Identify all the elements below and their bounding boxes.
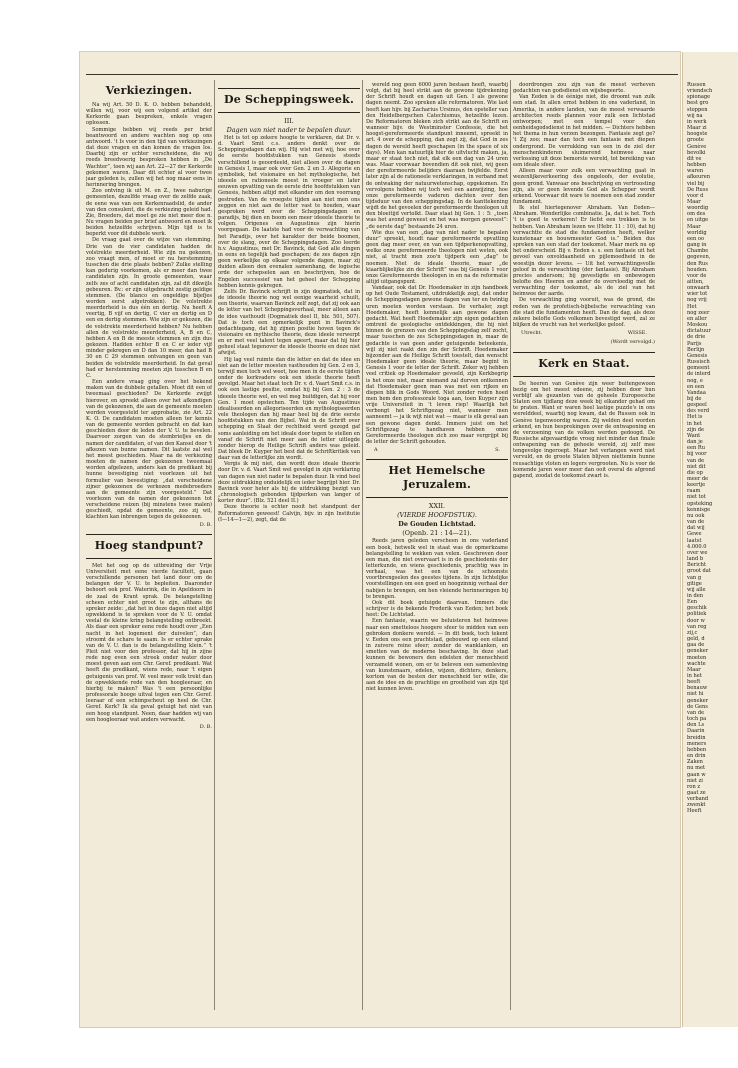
adjacent-line: bevolki bbox=[687, 149, 706, 156]
paragraph: Ik stel hiertegenover Abraham. Van Eeden—Abraham. Wonderlijke combinatie. Ja, dat is het. Toch 't is goed te verkeren! Er liefst een trekken is te hebben. Van Abraham lezen we (Hebr. 11 : 10), dat hij verwachtte de stad die fundamenten heeft, welker kunstenaar en bouwmeester God is.” Beiden dus spreken van een stad der toekomst. Maar merk nu op het onderscheid. Bij v. Eeden s. s. een fantasie uit het gevoel van onvoldaanheid en pijlemoedheid in de woestijn dezer levens. — Uit het verwachtingsvolle geloof in de verwachting (der fantasie). Bij Abraham precies andersom; bij gevestigde en onbewogen belofte des Heeren en ander de overvloedig met de verwachting der toekomst, als de ziel van het heimwee der aarde. bbox=[513, 205, 655, 298]
signature-left: A bbox=[374, 447, 378, 454]
article-title: Kerk en Staat. bbox=[538, 356, 630, 370]
article-title-wrap bbox=[86, 84, 212, 98]
column-divider bbox=[510, 80, 511, 1010]
adjacent-line: geneker bbox=[687, 648, 709, 655]
adjacent-line: Want bbox=[687, 432, 701, 439]
paragraph: Zoo ontving ik uit M. en Z., twee naburige gemeenten, dezelfde vraag over de zelfde zaak, de eene was van een Kerkenraadslid, de ander van den consulent, die de verkiezing geleid had. Zie, Broeders, dat moet ge zie niet meer doe n. Nu vragen beiden per brief antwoord en moet ik beiden hetzelfde schrijven. Mijn tijd is te beperkt voor dit dubbele werk. bbox=[86, 188, 212, 238]
adjacent-line: groot dat bbox=[687, 568, 711, 575]
adjacent-line: Zaken bbox=[687, 759, 703, 766]
adjacent-line: een oo bbox=[687, 235, 705, 242]
paragraph: De verwachting ging vooruit, was de grond, die reden van de profetisch-bijbelsche verwachting van die stad die fundamenten heeft. Dan de dag, als deze zekere belofte Gods volkomen bevestigd werd, zal ze blijken de vrucht van het werkelijke geloof. bbox=[513, 297, 655, 329]
article-title: Hoeg standpunt? bbox=[94, 538, 204, 552]
adjacent-line: stoppen bbox=[687, 106, 708, 113]
adjacent-line: geschik bbox=[687, 605, 707, 612]
adjacent-line: in het bbox=[687, 420, 702, 427]
adjacent-line: dan je bbox=[687, 439, 703, 446]
adjacent-page-edge bbox=[682, 52, 738, 1027]
adjacent-line: van reg bbox=[687, 623, 707, 630]
signature-row bbox=[513, 330, 655, 336]
adjacent-line: benauw bbox=[687, 685, 708, 692]
adjacent-line: dictatuur bbox=[687, 328, 711, 335]
paragraph: Het is tot op zekere hoogte te verklaren, dat Dr. v. d. Vaart Smit c.s. anders denkt over de Scheppingsdagen dan wij. Hij wist met wij, hoe over de eerste hoofdstukken van Genesis steeds verschillend is geoordeeld, niet alleen over de dagen in Genesis I, maar ook over Gen. 2 en 3. Allegorie en symboliek, het visionaire en het mythologische, het ideeele en rationeele moest in vroeger en later eeuwen opvatting van de eerste drie hoofdstukken van Genesis, hebben altijd met elkander om den voorrang gestreden. Van de vroegste tijden aan niet men ons zeggen en niet aan de letter vast te houden, waar gesproken werd over de Scheppingsdagen en paradijs, bij dien en boom een meer ideeele theorie te volgen. Origenes en Augustinus zijn hierin voorgegaan. De laatste had voor de verwachting van het Paradijs, over het karakter der beide boomen, over de slang, over de Scheppingsdagen. Zoo leerde h.v. Augustinus, met Dr. Bavinck, dat God alle dingen in eens en tegelijk had geschapen; de zes dagen zijn geen werkelijke op elkaar volgende dagen, maar zij duiden alleen den evenalen samenhang, de logische orde der schepselen aan en beschrijven, hoe de Engelen successief van het geheel der Schepping hebben kennis gekregen. bbox=[218, 135, 360, 289]
adjacent-line: en een bbox=[687, 383, 705, 390]
adjacent-line: Genesis bbox=[687, 352, 708, 359]
adjacent-line: spionage bbox=[687, 94, 711, 101]
adjacent-line: Maar bbox=[687, 198, 701, 205]
adjacent-line: gemeent bbox=[687, 365, 710, 372]
adjacent-line: De Russ bbox=[687, 186, 709, 193]
adjacent-line: opsteking bbox=[687, 500, 713, 507]
adjacent-line: ron z bbox=[687, 783, 701, 790]
adjacent-line: de drie bbox=[687, 334, 706, 341]
adjacent-line: Genève bbox=[687, 143, 707, 150]
adjacent-line: kennisge bbox=[687, 506, 711, 513]
adjacent-line: niet tot bbox=[687, 494, 706, 501]
adjacent-line: aitten, bbox=[687, 279, 704, 285]
adjacent-line: zijn de bbox=[687, 426, 705, 433]
adjacent-line: zij,c bbox=[687, 629, 698, 636]
column-divider bbox=[214, 80, 215, 1010]
article-body bbox=[86, 563, 212, 723]
adjacent-line: land b bbox=[687, 556, 704, 563]
adjacent-line: een Ru bbox=[687, 445, 706, 452]
adjacent-line: 4.000.0 bbox=[687, 543, 707, 550]
adjacent-line: Het is bbox=[687, 414, 703, 421]
adjacent-line: nog zeer bbox=[687, 309, 710, 316]
adjacent-line: nu ook bbox=[687, 512, 705, 519]
article-subtitle: De Gouden Lichtstad. bbox=[398, 520, 476, 529]
adjacent-line: houden. bbox=[687, 266, 708, 273]
paragraph: Deze theorie is echter nooit het standpunt der Reformatoren geweest! Calvijn, bijv. in zijn Institutie (I—14—1—2), zegt, dat de bbox=[218, 504, 360, 523]
article bbox=[218, 88, 360, 523]
adjacent-line: en drin bbox=[687, 753, 706, 760]
article-body bbox=[513, 82, 655, 328]
adjacent-line: gaan w bbox=[687, 771, 706, 778]
paragraph: Vandaar, ook dat Dr. Hoedemaker in zijn handboek op het Oude Testament, uitdrukkelijk zegt, dat onder de Scheppingsdagen gewone dagen van ter en twintig uren moeten worden verstaan. De verhaler, zegt Hoedemaker, heeft kennelijk aan gewone dagen gedacht. Wat heeft Hoedemaker zijn eigen gedachten omtrent de geologische ontdekkingen, die hij niet binnen de grenzen van den Scheppingsdag zelf zocht, maar tusschen de zes Scheppingsdagen in, maar de gedachte is van geen ander getuigende beteekenis, wijl zij niet raakt den zin der Schrift. Hoedemaker bijzonder aan de Heilige Schrift toestelt, dan wenscht Hoedemaker geen ideale theorie, maar begint in Genesis 1 voor de letter der Schrift. Zeker wij hebben veel critiek op Hoedemaker gevoeld, zijn Kerkbegrip is het onze niet, maar niemand zal durven ontkennen dat Hoedemaker geen man was met een rijken en diepen blik in Gods Woord. Niet zonder reden hoed men hem den professorale toga aan, toen Kuyper zijn vrije Universiteit in 't leven riep! Waarlijk het verbongt het Schriftgezag niet, wanneer men aanneemt — ja ik wijt niet wat — maar is elk geval aan een gewone dagen denkt. Immers juist om het Schriftgezag te handhaven hebben onze Gereformeerde theologen zich zoo maar vergrijpt bij de letter der Schrift gehouden. bbox=[366, 285, 508, 446]
adjacent-line: den Ls bbox=[687, 722, 705, 729]
adjacent-line: over we bbox=[687, 549, 708, 556]
adjacent-line: geld, d bbox=[687, 636, 705, 643]
adjacent-line: dat wij bbox=[687, 525, 705, 532]
adjacent-line: van de bbox=[687, 519, 705, 526]
adjacent-line: Maar bbox=[687, 223, 701, 230]
signature: D. B. bbox=[199, 521, 212, 528]
adjacent-line: in den bbox=[687, 592, 704, 599]
article-subtitle: III. bbox=[284, 117, 294, 125]
adjacent-line: gaa de bbox=[687, 642, 705, 649]
adjacent-line: Parijs bbox=[687, 340, 702, 347]
adjacent-line: niet zi bbox=[687, 777, 703, 784]
adjacent-line: gespeel bbox=[687, 402, 707, 409]
paragraph: Alleen maar voor zulk een verwachting gaat in wezenlijkeverkeering des ongeloofs, der evolutie, geen grond. Vanwaar ons beschrijving en vertroosting zijn, als er geen levende God als Schepper wordt erkend. Voorwaar dit ware te noemen een stad zonder fundament. bbox=[513, 168, 655, 205]
signature: WISSE. bbox=[627, 330, 647, 337]
paragraph: De heeren van Genève zijn weer buitengewoon bezig om het meest edeene, zij hebben door hun verblijf als gezanten van de geheele Europeesche Staten een tijdlang deze week bij elkander gehad om te praten. Want er waren heel lastige puzzle's in ons werelddeel, waarbij nog kwam, dat de Russen ook in Genève tegenwoordig waren. Zij welden deel worden erkend, en hun besprekingen over de ontwapening en de verzoening van de volken werden gedoogd. De Russische afgevaardigde vroeg niet minder dan finale ontwapening van de geheele wereld, zij zelf mee tengevolge ingeroept. Maar het verlangen werd niet vervuld, en de groote Staten blijven niettemin hunne reusachtige vloten en legers vergrooten. Nu is voor de komende jaren weer meer dan ooit overal de afgrond gapend, zoodat de toekomst zwart is. bbox=[513, 380, 655, 479]
adjacent-line: Russen bbox=[687, 82, 706, 88]
adjacent-line: wachte bbox=[687, 660, 706, 667]
adjacent-line: Daarin bbox=[687, 728, 705, 735]
adjacent-line: nog vrij bbox=[687, 297, 707, 304]
adjacent-line: politiek bbox=[687, 611, 707, 618]
article-body bbox=[218, 135, 360, 523]
paragraph: Hij lag veel ruimte dan die letter en dat de idee en niet aan de letter moesten vasthouden bij Gen. 2 en 3, terwijl men toch wel weet, hoe men in de eerste tijden onder de kerkvaders ook een ideele theorie heeft gevolgd. Maar het staat toch Dr. v. d. Vaart Smit c.s. in ook een lastige positie, omdat hij bij Gen. 2 : 3 de ideeele theorie wel, en wel meg buitdigen, dat hij voor Gen. 1 moet opstechen. Ten tijde van Augustinus idealiseerden en allegoriseerden en mythologiseerden vele theologen dan hij maar heel bij de drie eerste hoofdstukken van den Bijbel. Wat in de Schrift over schepping en Staat der rechtheid werd gezegd gaf soms aanleiding om het ideale door tegen te stellen en vanaf de Schrift niet meer aan de letter uitlegde zonder hierop de Heilige Schrift anders was geleid. Dat bleek Dr. Kuyper het best dat de Schriftkritiek van daar van de letterlijke zin wordt. bbox=[218, 356, 360, 462]
adjacent-line: meer de bbox=[687, 476, 709, 482]
article-subtitle: (Openb. 21 : 14—21). bbox=[402, 529, 472, 538]
article bbox=[513, 82, 655, 346]
adjacent-line: hoogste bbox=[687, 131, 708, 138]
adjacent-line: om des bbox=[687, 211, 706, 218]
column-4 bbox=[513, 82, 655, 1017]
article bbox=[366, 459, 508, 692]
adjacent-line: verband bbox=[687, 796, 709, 803]
adjacent-line: raam bbox=[687, 488, 701, 495]
adjacent-line: de Gens bbox=[687, 703, 708, 710]
paragraph: Met het oog op de uitbreiding der Vrije Universiteit met eene vierde faculteit, gaan verschillende personen het land door om de belangen der V. U. te bepleiten. Daaronder behoort ook prof. Waterink, die in Apeldoorn in de zaal de Krant sprak. De belangstelling scheen echter niet groot te zijn, althans de spreker zeide: „dat het in deze dagen niet altijd opwekkend is te spreken voor de V. U. omdat veelal de kleine kring belangstelling ontbreekt. Als daar een spreker eene rede houdt over „Een nacht in het logement der duivelen”, dan stroomt de schare te saam. Is er echter sprake van de V. U. dan is de belangstelling klein.” 't Pleit niet voor den professor, dat hij in zijne rede nog even een streek onder water door moest geven aan een Chr. Geref. predikant. Wat heeft die predikant, wiens rede, naar 't eigen getuigenis van prof. W. veel meer volk trekt dan de opwekkende rede van den hoogleeraar, en hierbij te maken? Was 't een persoonlijke professorale hooge uitval tegen een Chr. Geref. leeraar of een schimpscheut op heel de Chr. Geref. Kerk? Ik sla geval getuigt het niet van een hoog standpunt. Neen, daar hadden wij van een hoogleeraar wat anders verwacht. bbox=[86, 562, 212, 723]
column-3 bbox=[366, 82, 508, 1017]
adjacent-line: gitige bbox=[687, 580, 702, 587]
adjacent-line: in werk bbox=[687, 118, 707, 125]
adjacent-line: Russisch bbox=[687, 359, 710, 366]
adjacent-line: gegeven, bbox=[687, 254, 711, 261]
adjacent-line: keertje bbox=[687, 482, 706, 489]
paragraph: Van Eeden is de éénige niet, die droomt van zulk een stad. In allen ernst hebben in ons vaderland, in Amerika, in andere landen, van de meest verwaarde architecten reeds plannen voor zulk een lichtstad ontworpen; met een tempel voor den eenheidsgodsdienst in het midden. — Dichters hebben het thema in hun verzen bezongen. Fantasie zegt ge? 't Zij zoo; maar dan toch een fantasie met diepen ondergrond. De verrukking van een in de ziel der menschenkinderen sluimerend heimwee naar verlossing uit deze bemorste wereld, tot bereiking van een ideale sfeer. bbox=[513, 94, 655, 169]
adjacent-line: wier tot bbox=[687, 291, 708, 298]
article-title: De Scheppingsweek. bbox=[224, 93, 354, 106]
column-1 bbox=[86, 82, 212, 1017]
article bbox=[513, 352, 655, 480]
adjacent-line: die op bbox=[687, 469, 703, 476]
adjacent-line: nog, e bbox=[687, 377, 703, 384]
adjacent-line: Berlijn bbox=[687, 346, 705, 353]
adjacent-line: breidin bbox=[687, 734, 706, 741]
adjacent-line: niet hi bbox=[687, 691, 704, 698]
paragraph: Ook dit boek getuigde daarvan. Immers die schrijver is de bekende Frederik van Eeden; het boek heet: De Lichtstad. bbox=[366, 599, 508, 619]
adjacent-line: van de bbox=[687, 709, 705, 716]
adjacent-line: afkeuren bbox=[687, 174, 711, 181]
article bbox=[86, 534, 212, 730]
adjacent-line: groote bbox=[687, 137, 704, 144]
adjacent-line: van g bbox=[687, 574, 702, 581]
adjacent-line: best gro bbox=[687, 100, 709, 107]
adjacent-line: wij na bbox=[687, 112, 703, 119]
paragraph: Sommige hebben wij reeds per brief beantwoord en andere wachten nog op ons antwoord. 't Is voor in den tijd van verkiezingen dat deze vragen en dan komen de vragen los. Daarbij zijn er echter verscheidene, die wij reeds breedvoerig besproken hebben in „De Wachter”, toen wij aan Art. 22—27 der Kerkorde gekomen waren. Daar dit echter al voor twee jaar geleden is, zullen wij het nog maar eens in herinnering brengen. bbox=[86, 126, 212, 189]
article-title: Verkiezingen. bbox=[105, 84, 193, 97]
adjacent-line: gaat ze bbox=[687, 789, 706, 796]
adjacent-page-column bbox=[687, 82, 738, 1012]
adjacent-line: Het bbox=[687, 303, 697, 310]
article-body bbox=[86, 102, 212, 521]
adjacent-line: dit ve bbox=[687, 155, 702, 162]
article-subtitle: XXII. bbox=[428, 502, 446, 511]
adjacent-line: niet dit bbox=[687, 463, 706, 470]
adjacent-line: viel bij bbox=[687, 180, 705, 187]
adjacent-line: hebben bbox=[687, 162, 707, 169]
adjacent-line: voor d bbox=[687, 192, 704, 199]
article-title-box bbox=[218, 88, 360, 113]
adjacent-line: onwaarh bbox=[687, 285, 710, 292]
adjacent-line: laatst bbox=[687, 537, 702, 544]
column-divider bbox=[362, 80, 363, 1010]
adjacent-line: Een bbox=[687, 599, 698, 606]
adjacent-line: door w bbox=[687, 617, 705, 624]
adjacent-line: Bericht bbox=[687, 562, 707, 569]
adjacent-line: bij voor bbox=[687, 451, 707, 458]
adjacent-line: van de bbox=[687, 457, 705, 464]
signature-row bbox=[366, 447, 508, 453]
adjacent-line: Heeft bbox=[687, 808, 702, 815]
signature: D. B. bbox=[199, 723, 212, 730]
adjacent-line: Maar bbox=[687, 666, 701, 673]
adjacent-line: des verd bbox=[687, 408, 710, 415]
adjacent-line: waren bbox=[687, 168, 704, 175]
adjacent-line: moeten bbox=[687, 654, 707, 661]
adjacent-line: Vandaa bbox=[687, 389, 706, 396]
page-top-rule bbox=[86, 74, 678, 75]
adjacent-line: toch pa bbox=[687, 716, 707, 723]
adjacent-line: nu met bbox=[687, 765, 706, 772]
adjacent-line: hebben bbox=[687, 746, 707, 753]
paragraph: Vergis ik mij niet, dan wordt deze ideale theorie door Dr. v. d. Vaart Smit wel gevolgd in zijn verklaring van dagen van niet nader te bepalen duur. Ik vind heel deze uitdrukking onduidelijk en ieder begrijpt hier. Dr. Bavinck voor heter als hij de uitdrukking bezigt van „chronologisch gebonden tijdperken van langer of korter duur”. (Blz. 521 deel II.) bbox=[218, 461, 360, 505]
adjacent-line: Chambe bbox=[687, 248, 709, 255]
article bbox=[86, 84, 212, 528]
paragraph: Na wij Art. 50 D. K. O. hebben behandeld, willen wij, voor wij een volgend artikel der Kerkorde gaan bespreken, enkele vragen oplossen. bbox=[86, 102, 212, 127]
paragraph: De vraag gaat over de wijze van stemming. Drie van de vier candidaten hadden de volstrekte meerderheid. Wie zijn nu gekozen, zoo vraagt men, of moet er nu herstemming tusschen die drie plaats hebben? Zulke stelling kan gedurig voorkomen, als er meer dan twee candidaten zijn. In groote gemeenten, waar zelfs zes of acht candidaten zijn, zal dit dikwijls gebeuren. Bv.: er zijn uitgebracht zestig geldige stemmen. (De blanco en ongeldige bljefjes worden eerst afgetrokken). De volstrekte meerderheid is dus één en dertig. Nu heeft A veertig, B vijf en dertig, C vier en dertig en D een en dertig stemmen. Wie zijn er gekozen, die de volstrekte meerderheid hebben? Nu hebben allen de volstrekte meerderheid, A, B en C, hebben A en B de meeste stemmen en zijn dus gekozen. Hadden echter B en C er ieder vijf minder gekregen en D dan 10 meer, dan had B 30 en C 29 stemmen ontvangen en geen van beiden de volstrekte meerderheid. In dat geval had er herstemming moeten zijn tusschen B en C. bbox=[86, 237, 212, 379]
adjacent-line: meners bbox=[687, 740, 707, 747]
adjacent-line: gang in bbox=[687, 242, 707, 249]
article-body bbox=[513, 381, 655, 480]
adjacent-line: in het bbox=[687, 673, 702, 679]
continuation-note: (Wordt vervolgd.) bbox=[610, 339, 655, 346]
adjacent-line: en aller bbox=[687, 315, 707, 322]
adjacent-line: den Rus bbox=[687, 260, 708, 267]
article bbox=[366, 82, 508, 453]
signature-right: S. bbox=[495, 447, 500, 454]
article-body bbox=[366, 538, 508, 692]
paragraph: Wie dus van een „dag van niet nader te bepalen duur” spreekt, houdt naar gereformeerde opvatting geen dag meer over, en van een tijdperkenopvatting, welke onze gereformeerde theologen niet weten, ook niet, al tracht men zoo'n tijdperk een „dag” te noemen. Niet de ideale theorie, maar „de kiaarblijkelijke zin der Schrift” was bij Genesis 1 voor onze Gereformeerde theologen in en na de reformatie altijd uitgangspunt. bbox=[366, 229, 508, 285]
adjacent-line: woordig bbox=[687, 205, 709, 212]
paragraph: wereld nog geen 6000 jaren bestaan heeft, waarbij volgt, dat bij heel strikt aan de gewone tijdrekening der Schrift houdt en dagen uit Gen. I als gewone dagen neemt. Zoo spreken alle reformatoren. Wie last heeft kan hijv. bij Zacharius Ursinus, den opsteller van den Heidelbergschen Catechismus, hetzelfde lezen. De Reformatoren bleken zich strikt aan de Schrift en wanneer bijv. de Westminster Confessie, die het hoogst-gereformeerde standpunt inneemt, spreekt in art. 4 over de schepping, dan zegt zij, dat God in zes dagen de wereld heeft geschapen (in the space of six days). Men kan natuurlijk hier de uitvlucht maken, ja, maar er staat toch niet, dat elk een dag van 24 uren was. Maar voorwaar bovendien dit ook niet, wij geen der gereformeerde belijders daaraan twijfelde. Eerst later zijn al de rationeele verklaringen, in verband met de ontwaking der natuurwetenschap, opgekomen. En vervolgens hebben wij toch wel een aanwijzing, hoe onze gereformeerde vaderen dachten over den tijdsduur van den scheppingsdag. In de kanttekening wijdt de het gevoelen der gereformeerde theologen uit den bloeitijd vertolkt. Daar staat bij Gen. 1 : 5: „toen was het avond geweest en het was morgen geweest”: „de eerste dag” bestaande 24 uren. bbox=[366, 82, 508, 230]
adjacent-line: worldig bbox=[687, 229, 707, 236]
adjacent-line: bij de bbox=[687, 395, 702, 402]
paragraph: Zelfs Dr. Bavinck schrijft in zijn dogmatiek, dat in de ideeele theorie nog wel eenige waarheid schuilt, een theorie, waarvan Bavinck zelf zegt, dat zij ook aan de letter van het Scheppingsverhaal, meer alleen aan de idee vasthoudt (Dogmatiek deel II, blz. 501, 507). Dat is toch een opmerkelijk punt in Bavinck's gedachtegang, dat hij zijnen positie hoven tegen de visionaire en mythische theorie, deze ideele verwerpt en er met veel talent tegen ageert, maar dat hij hier geheel staat tegenover de ideeele theorie en deze niet afwijst. bbox=[218, 288, 360, 357]
adjacent-line: de interd bbox=[687, 371, 711, 378]
article-subtitle: (VIERDE HOOFDSTUK). bbox=[397, 511, 477, 520]
paragraph: Een fantasie, waarin we beluisteren het heimwee naar een smetteloos hoogere sfeer te midden van een gebroken donkere wereld. — In dit boek, toch tekent v. Eeden ons een prachtstad, gebouwd op een eiland in zuivere reine sfeer; zonder de wanklanken, en smetten van de moderne beschaving. In deze stad kunnen de bewoners den edelsten der menschheid verzameld wonen, om er te beleven een samenleving van kunstenaars, edelen, wijzen, dichters, denkers, kortom van de besten der menschheid ter wille, die aan de idee en de prachtige en grootheid van zijn tijd niet kunnen leven. bbox=[366, 618, 508, 693]
paragraph: Een andere vraag ging over het bekend maken van de dubbele getallen. Moet dit een of tweemaal geschieden? De Kerkorde zwijgt hierover, en spreekt alleen over het afkondigen van de gekozenen, die aan de gemeente moeten worden voorgesteld ter approbatie, zie Art. 22 K. O. De candidaten moeten alleen ter kennis van de gemeente worden gebracht en dat kan geschieden door de leden der V. U. te bevelen. Daarvoor zorgen van de stembriefjes en de namen der candidaten, of van den Kansel door 't afkezen van bunne namen. Dit laatste zal wel het meest geschieden. Maar na de verkiezing moeten de namen der gekozenen tweemaal worden afgelezen, anders kan de predikant bij hunne bevestiging niet voorlezen uit het formulier van bevestiging: „dat verscheidene zijner gekozenen de verkozen medebroeders aan de gemeente zijn voorgesteld.” Dat voorlezen van de namen der gekozenen tot verscheidene reizen (bij minstens twee malen) geschiedt, opdat de gemeente, zoo zij wil, klachten kan inbrengen tegen de gekozenen. bbox=[86, 379, 212, 521]
column-2 bbox=[218, 82, 360, 1017]
adjacent-line: vriendsch bbox=[687, 88, 713, 95]
adjacent-line: en uitge bbox=[687, 217, 709, 224]
adjacent-line: Gewe bbox=[687, 531, 702, 538]
adjacent-line: zwenkt bbox=[687, 802, 706, 809]
adjacent-line: Moskou bbox=[687, 322, 708, 329]
article-title-box bbox=[86, 534, 212, 559]
adjacent-line: wij alle bbox=[687, 586, 706, 593]
adjacent-line: heeft bbox=[687, 679, 701, 686]
article-title-box bbox=[513, 352, 655, 377]
adjacent-line: voor de bbox=[687, 272, 707, 279]
signature-place: Utrecht. bbox=[521, 330, 543, 337]
paragraph: Reeds jaren geleden verscheen in ons vaderland een boek, hetwelk wel in staat was de opmerkzame belangstelling te wekken van velen. Geschreven door een man, die niet overvaart is in de geschiedenis der letterkunde, en wiens geschiedenis, prachtig was in verhaal, was het een van de schoonste voortbrengselen des geestes tijdens. In zijn lichtelijke voorstellingen om een goed en hoogzinnig verhaal der nabijen te brengen, om hen vleiende herinneringen bij te brengen. bbox=[366, 538, 508, 600]
adjacent-line: Maar zi bbox=[687, 125, 707, 132]
paragraph: doordrongen zou zijn van de meest verheven gedachten van godsdienst en wijsbegeerte. bbox=[513, 82, 655, 95]
article-subtitle: Dagen van niet nader te bepalen duur. bbox=[226, 126, 352, 134]
article-title: Het Hemelsche Jeruzalem. bbox=[388, 464, 486, 492]
article-title-box bbox=[366, 459, 508, 498]
article-body bbox=[366, 82, 508, 445]
adjacent-line: geneker bbox=[687, 697, 709, 704]
